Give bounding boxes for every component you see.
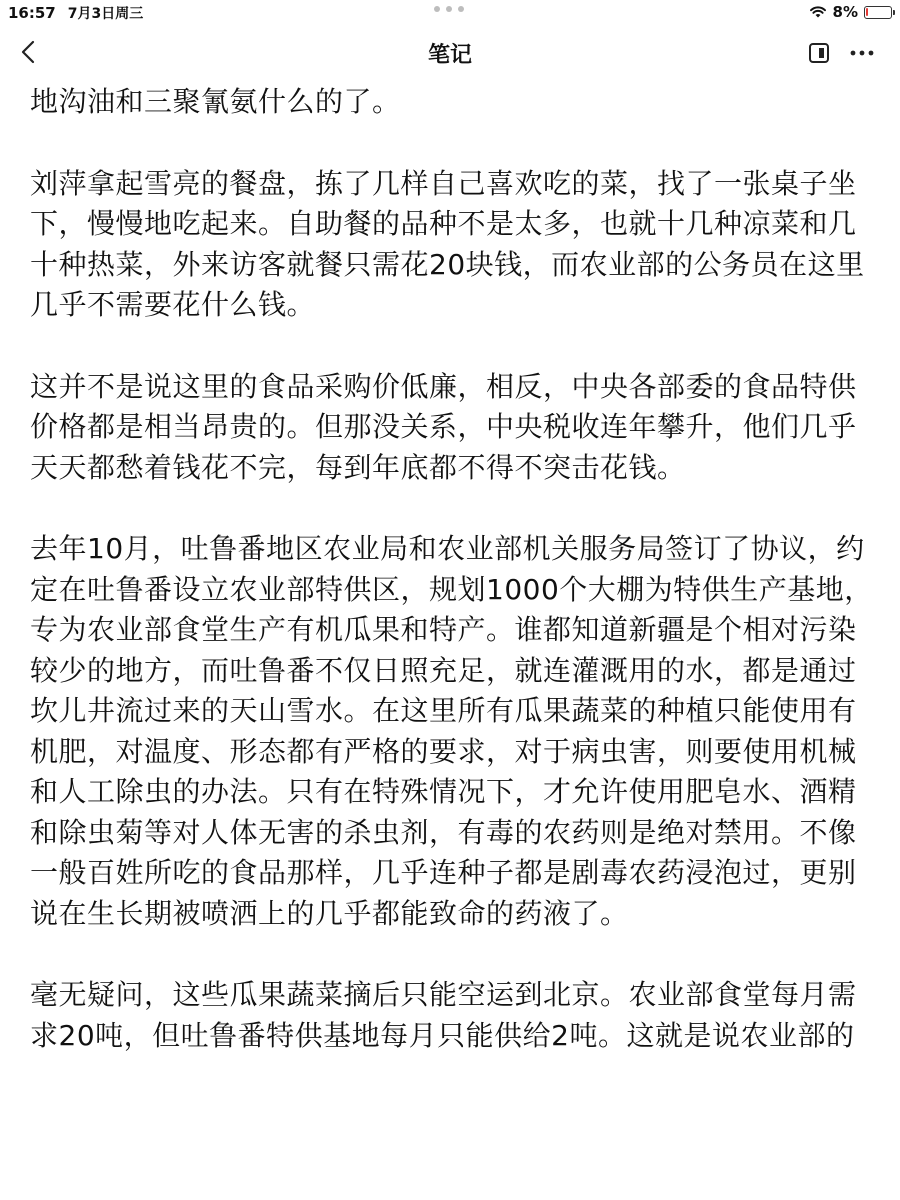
nav-bar xyxy=(0,30,900,76)
battery-percent: 8% xyxy=(832,3,858,21)
status-time: 16:57 xyxy=(8,4,56,22)
more-horizontal-icon xyxy=(848,42,876,64)
dot-icon xyxy=(434,6,440,12)
chevron-left-icon xyxy=(14,36,46,68)
multitasking-dots[interactable] xyxy=(434,6,464,12)
paragraph: 刘萍拿起雪亮的餐盘，拣了几样自己喜欢吃的菜，找了一张桌子坐下，慢慢地吃起来。自助餐的品种不是太多，也就十几种凉菜和几十种热菜，外来访客就餐只需花20块钱，而农业部的公务员在这里几乎不需要花什么钱。 xyxy=(30,166,865,321)
status-bar xyxy=(0,0,900,26)
reader-mode-button[interactable] xyxy=(808,42,830,64)
paragraph: 毫无疑问，这些瓜果蔬菜摘后只能空运到北京。农业部食堂每月需求20吨，但吐鲁番特供基地每月只能供给2吨。这就是说农业部的 xyxy=(30,978,857,1052)
status-date: 7月3日周三 xyxy=(67,6,144,22)
wifi-icon xyxy=(809,5,827,19)
reader-mode-icon xyxy=(808,42,830,64)
dot-icon xyxy=(446,6,452,12)
more-button[interactable] xyxy=(848,42,876,64)
battery-icon xyxy=(864,6,892,19)
back-button[interactable] xyxy=(14,36,46,68)
status-right xyxy=(809,3,892,21)
paragraph: 地沟油和三聚氰氨什么的了。 xyxy=(30,85,401,118)
battery-level xyxy=(866,8,868,16)
paragraph: 去年10月，吐鲁番地区农业局和农业部机关服务局签订了协议，约定在吐鲁番设立农业部特供区，规划1000个大棚为特供生产基地，专为农业部食堂生产有机瓜果和特产。谁都知道新疆是个相对污染较少的地方，而吐鲁番不仅日照充足，就连灌溉用的水，都是通过坎儿井流过来的天山雪水。在这里所有瓜果蔬菜的种植只能使用有机肥，对温度、形态都有严格的要求，对于病虫害，则要使用机械和人工除虫的办法。只有在特殊情况下，才允许使用肥皂水、酒精和除虫菊等对人体无害的杀虫剂，有毒的农药则是绝对禁用。不像一般百姓所吃的食品那样，几乎连种子都是剧毒农药浸泡过，更别说在生长期被喷洒上的几乎都能致命的药液了。 xyxy=(30,532,873,930)
dot-icon xyxy=(458,6,464,12)
paragraph: 这并不是说这里的食品采购价低廉，相反，中央各部委的食品特供价格都是相当昂贵的。但那没关系，中央税收连年攀升，他们几乎天天都愁着钱花不完，每到年底都不得不突击花钱。 xyxy=(30,369,857,484)
status-left xyxy=(8,3,143,23)
note-body[interactable] xyxy=(30,78,875,1097)
page-title: 笔记 xyxy=(427,43,472,68)
